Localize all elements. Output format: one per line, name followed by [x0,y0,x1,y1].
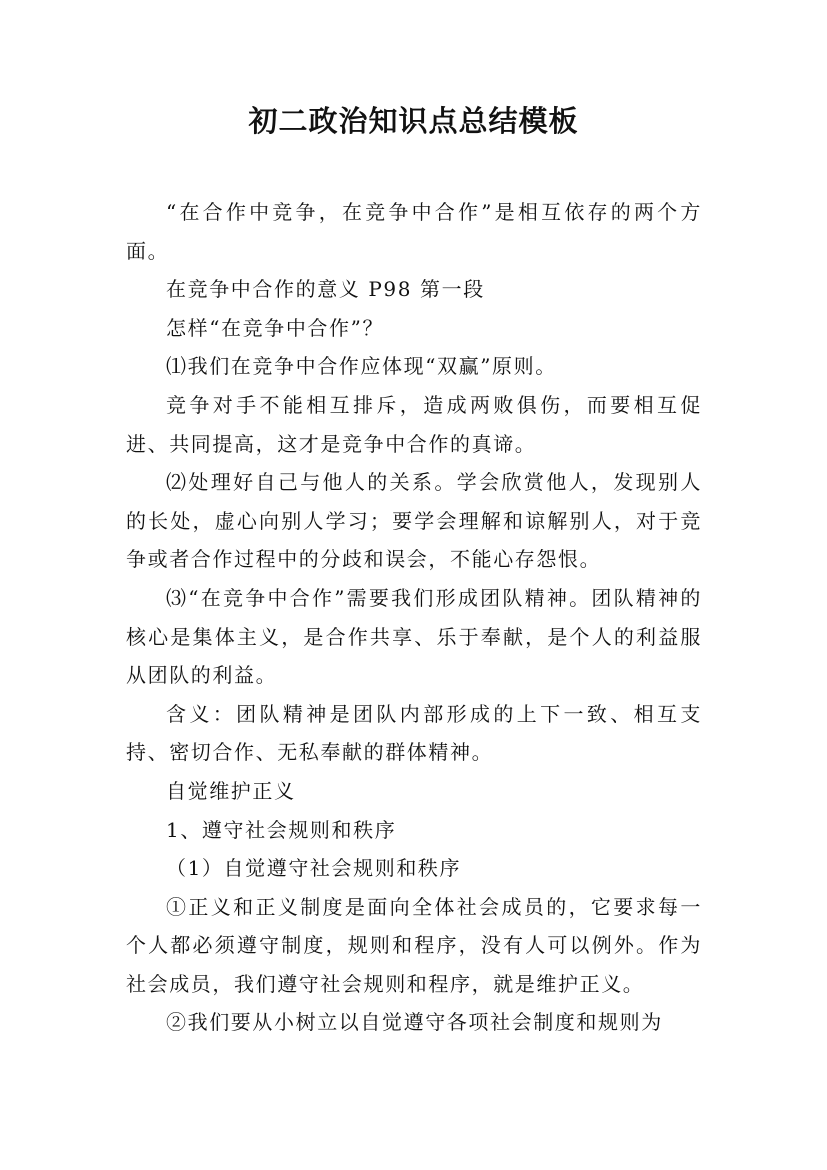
document-body [126,193,702,1042]
subheading-rules-order: 1、遵守社会规则和秩序 [166,817,397,842]
paragraph-point-1-detail: 竞争对手不能相互排斥，造成两败俱伤，而要相互促进、共同提高，这才是竞争中合作的真谛。 [126,392,702,456]
paragraph-point-2: ⑵处理好自己与他人的关系。学会欣赏他人，发现别人的长处，虚心向别人学习；要学会理解和谅解别人，对于竞争或者合作过程中的分歧和误会，不能心存怨恨。 [126,470,702,572]
paragraph-how-question: 怎样“在竞争中合作”？ [166,315,385,340]
subheading-consciously-observe: （1）自觉遵守社会规则和秩序 [166,856,462,881]
paragraph-competition-cooperation: “在合作中竞争，在竞争中合作”是相互依存的两个方面。 [126,200,702,263]
paragraph-significance: 在竞争中合作的意义 P98 第一段 [166,277,485,302]
document-title: 初二政治知识点总结模板 [248,104,579,138]
paragraph-point-3: ⑶“在竞争中合作”需要我们形成团队精神。团队精神的核心是集体主义，是合作共享、乐于奉献，是个人的利益服从团队的利益。 [126,585,702,688]
paragraph-circled-2: ②我们要从小树立以自觉遵守各项社会制度和规则为 [166,1010,663,1035]
paragraph-team-spirit-definition: 含义：团队精神是团队内部形成的上下一致、相互支持、密切合作、无私奉献的群体精神。 [126,701,702,765]
section-heading-justice: 自觉维护正义 [166,778,296,803]
paragraph-point-1: ⑴我们在竞争中合作应体现“双赢”原则。 [166,354,557,379]
paragraph-circled-1: ①正义和正义制度是面向全体社会成员的，它要求每一个人都必须遵守制度，规则和程序，没有人可以例外。作为社会成员，我们遵守社会规则和程序，就是维护正义。 [126,894,702,996]
